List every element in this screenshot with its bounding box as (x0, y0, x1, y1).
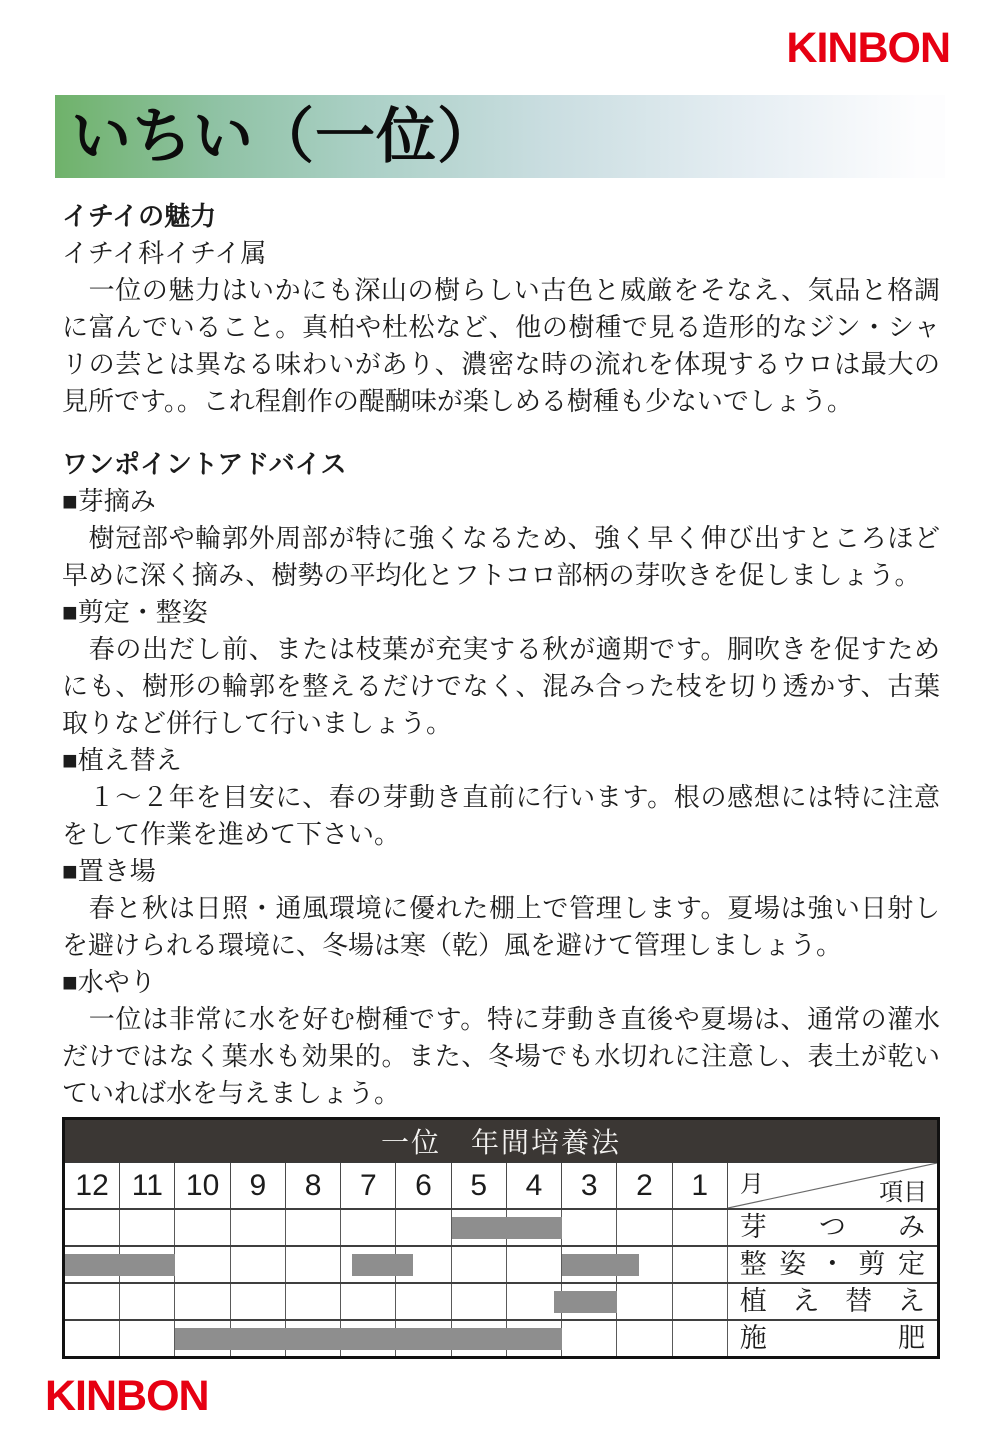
calendar-month-cell: 5 (452, 1163, 507, 1208)
calendar-month-cell: 6 (396, 1163, 451, 1208)
calendar-cell (673, 1247, 728, 1282)
calendar-cell (452, 1284, 507, 1319)
calendar-period-bar (65, 1254, 175, 1276)
advice-item-title: ■水やり (62, 967, 156, 997)
title-banner (55, 95, 945, 178)
calendar-period-bar (452, 1217, 562, 1239)
calendar-cell (231, 1247, 286, 1282)
calendar-cell (231, 1210, 286, 1245)
kinbon-logo-top: KINBON (786, 24, 950, 72)
calendar-month-cell: 7 (341, 1163, 396, 1208)
advice-item-sentei (62, 594, 940, 742)
calendar-cell (65, 1210, 120, 1245)
calendar-cell (175, 1284, 230, 1319)
advice-item-body: １～２年を目安に、春の芽動き直前に行います。根の感想には特に注意をして作業を進めて下さい。 (62, 782, 940, 849)
calendar-row-label: 整姿・剪定 (739, 1249, 925, 1279)
intro-heading: イチイの魅力 (62, 201, 217, 231)
calendar-row-label: 芽つみ (739, 1212, 925, 1242)
calendar-cell (617, 1321, 672, 1356)
calendar-month-cell: 3 (562, 1163, 617, 1208)
corner-label-item: 項目 (879, 1179, 928, 1206)
calendar-cell (341, 1210, 396, 1245)
calendar-cell (562, 1210, 617, 1245)
calendar-cell (673, 1284, 728, 1319)
calendar-row-grid (65, 1284, 728, 1319)
calendar-cell (286, 1247, 341, 1282)
calendar-row-label: 植え替え (739, 1286, 925, 1316)
calendar-cell (673, 1321, 728, 1356)
calendar-month-cell: 4 (507, 1163, 562, 1208)
calendar-cell (617, 1210, 672, 1245)
calendar-title: 一位 年間培養法 (65, 1120, 937, 1162)
corner-label-month: 月 (739, 1171, 764, 1198)
calendar-period-bar (554, 1291, 618, 1313)
kinbon-logo-bottom: KINBON (45, 1372, 209, 1420)
calendar-cell (396, 1210, 451, 1245)
calendar-cell (286, 1210, 341, 1245)
calendar-cell (396, 1284, 451, 1319)
calendar-cell (562, 1321, 617, 1356)
advice-item-title: ■植え替え (62, 745, 182, 775)
advice-item-body: 春の出だし前、または枝葉が充実する秋が適期です。胴吹きを促すためにも、樹形の輪郭を整えるだけでなく、混み合った枝を切り透かす、古葉取りなど併行して行いましょう。 (62, 634, 940, 738)
calendar-row-grid (65, 1210, 728, 1245)
advice-item-body: 春と秋は日照・通風環境に優れた棚上で管理します。夏場は強い日射しを避けられる環境に、冬場は寒（乾）風を避けて管理しましょう。 (62, 893, 940, 960)
calendar-month-cell: 9 (231, 1163, 286, 1208)
calendar-cell (286, 1284, 341, 1319)
calendar-month-cell: 12 (65, 1163, 120, 1208)
cultivation-calendar (62, 1117, 940, 1359)
calendar-row (65, 1208, 937, 1245)
calendar-cell (341, 1284, 396, 1319)
calendar-row-grid (65, 1247, 728, 1282)
calendar-cell (507, 1247, 562, 1282)
advice-item-metsumi (62, 483, 940, 594)
calendar-cell (617, 1284, 672, 1319)
calendar-period-bar (175, 1328, 562, 1350)
article-body (62, 198, 940, 1112)
calendar-cell (120, 1210, 175, 1245)
calendar-month-cell: 11 (120, 1163, 175, 1208)
calendar-month-cell: 10 (175, 1163, 230, 1208)
calendar-cell (673, 1210, 728, 1245)
advice-item-title: ■芽摘み (62, 486, 156, 516)
advice-item-body: 一位は非常に水を好む樹種です。特に芽動き直後や夏場は、通常の灌水だけではなく葉水も効果的。また、冬場でも水切れに注意し、表土が乾いていれば水を与えましょう。 (62, 1004, 940, 1108)
page-title: いちい（一位） (71, 103, 498, 170)
calendar-month-cell: 2 (617, 1163, 672, 1208)
calendar-period-bar (352, 1254, 413, 1276)
advice-heading: ワンポイントアドバイス (62, 449, 347, 479)
calendar-cell (175, 1210, 230, 1245)
calendar-cell (120, 1284, 175, 1319)
calendar-cell (452, 1247, 507, 1282)
advice-item-title: ■置き場 (62, 856, 156, 886)
calendar-corner-cell (728, 1163, 937, 1208)
calendar-cell (175, 1247, 230, 1282)
calendar-period-bar (562, 1254, 639, 1276)
intro-paragraph: 一位の魅力はいかにも深山の樹らしい古色と威厳をそなえ、気品と格調に富んでいること。真柏や杜松など、他の樹種で見る造形的なジン・シャリの芸とは異なる味わいがあり、濃密な時の流れを体現するウロは最大の見所です。。これ程創作の醍醐味が楽しめる樹種も少ないでしょう。 (62, 275, 940, 416)
advice-item-mizuyari (62, 964, 940, 1112)
calendar-row (65, 1319, 937, 1356)
advice-item-uekae (62, 742, 940, 853)
advice-item-okiba (62, 853, 940, 964)
advice-item-title: ■剪定・整姿 (62, 597, 208, 627)
advice-item-body: 樹冠部や輪郭外周部が特に強くなるため、強く早く伸び出すところほど早めに深く摘み、樹勢の平均化とフトコロ部柄の芽吹きを促しましょう。 (62, 523, 940, 590)
calendar-month-cell: 8 (286, 1163, 341, 1208)
calendar-row (65, 1245, 937, 1282)
calendar-row-label: 施肥 (739, 1323, 925, 1353)
calendar-cell (65, 1321, 120, 1356)
calendar-month-row (65, 1162, 937, 1208)
calendar-row-grid (65, 1321, 728, 1356)
calendar-month-cell: 1 (673, 1163, 728, 1208)
intro-subheading: イチイ科イチイ属 (62, 238, 267, 268)
calendar-cell (120, 1321, 175, 1356)
calendar-row (65, 1282, 937, 1319)
calendar-body (65, 1208, 937, 1356)
calendar-cell (231, 1284, 286, 1319)
calendar-cell (65, 1284, 120, 1319)
